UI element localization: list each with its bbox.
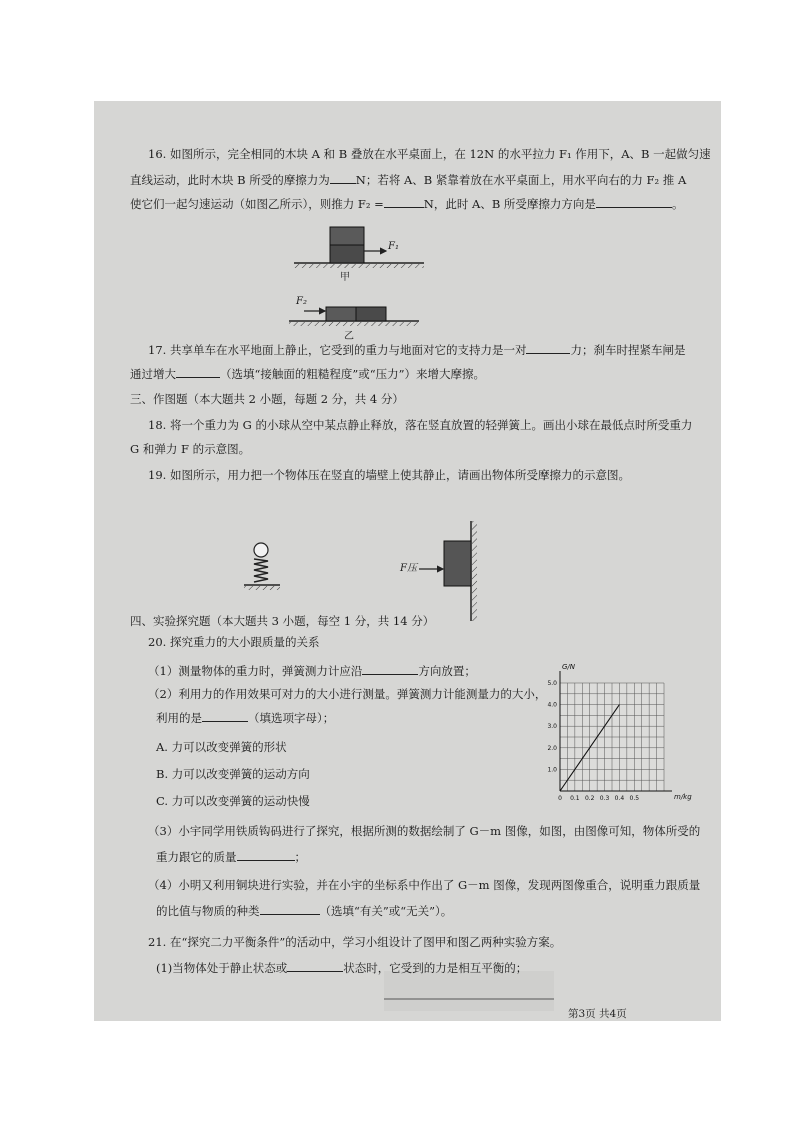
chart-y-axis-label: G/N (562, 663, 576, 671)
q20-p4c: （选填“有关”或“无关”）。 (319, 904, 453, 918)
q16-blank1 (330, 171, 356, 184)
q20-option-a: A. 力可以改变弹簧的形状 (156, 740, 287, 754)
q20-p4: （4）小明又利用铜块进行实验，并在小宇的坐标系中作出了 G－m 图像，发现两图像重合，说明重力跟质量 (148, 878, 701, 892)
chart-y-tick-label: 4.0 (547, 701, 557, 709)
q20-blank2 (202, 709, 248, 722)
section4-heading: 四、实验探究题（本大题共 3 小题，每空 1 分，共 14 分） (130, 614, 435, 628)
q17-l2a: 通过增大 (130, 367, 176, 381)
q21-p1b: 状态时，它受到的力是相互平衡的； (343, 961, 528, 975)
q20-p2b: 利用的是 (156, 711, 202, 725)
chart-y-tick-label: 2.0 (547, 744, 557, 752)
wall-block-figure (419, 521, 477, 621)
q20-title: 20. 探究重力的大小跟质量的关系 (148, 635, 320, 649)
q16-l3b: N，此时 A、B 所受摩擦力方向是 (423, 197, 596, 211)
q20-p3c: ； (294, 850, 306, 864)
block-a-side (326, 307, 356, 321)
chart-y-tick-label: 3.0 (547, 723, 557, 731)
q21-figure-area (384, 971, 554, 1011)
chart-x-tick-label: 0.3 (599, 795, 610, 802)
q20-p1a: （1）测量物体的重力时，弹簧测力计应沿 (148, 664, 363, 678)
q16-line2 (130, 171, 686, 188)
q21-p1a: (1)当物体处于静止状态或 (156, 961, 288, 975)
q21-p1 (156, 959, 527, 976)
q20-blank3 (237, 848, 295, 861)
q18-line2: G 和弹力 F 的示意图。 (130, 442, 251, 456)
chart-x-axis-label: m/kg (674, 793, 692, 801)
q17-blank1 (526, 341, 570, 354)
q16-line3: 使它们一起匀速运动（如图乙所示），则推力 F₂ = N，此时 A、B 所受摩擦力方向是 。 (130, 197, 684, 211)
chart-x-tick-label: 0.1 (570, 795, 580, 802)
g-m-chart (547, 663, 692, 802)
pressed-block (444, 541, 471, 586)
chart-x-tick-label: 0.2 (584, 795, 595, 802)
q20-p2: （2）利用力的作用效果可对力的大小进行测量。弹簧测力计能测量力的大小， (148, 687, 547, 701)
q16-l3a: 使它们一起匀速运动（如图乙所示），则推力 F₂ = (130, 197, 384, 211)
label-yi: 乙 (344, 331, 354, 342)
q21-title: 21. 在“探究二力平衡条件”的活动中，学习小组设计了图甲和图乙两种实验方案。 (148, 935, 562, 949)
q20-option-c: C. 力可以改变弹簧的运动快慢 (156, 794, 310, 808)
q17-l2b: （选填“接触面的粗糙程度”或“压力”）来增大摩擦。 (220, 367, 486, 381)
block-a (330, 227, 364, 245)
q19-line1: 19. 如图所示，用力把一个物体压在竖直的墙壁上使其静止，请画出物体所受摩擦力的示意图。 (148, 468, 630, 482)
q16-l2a: 直线运动，此时木块 B 所受的摩擦力为 (130, 173, 330, 187)
chart-y-tick-label: 5.0 (547, 680, 557, 687)
q20-p3b: 重力跟它的质量 (156, 850, 237, 864)
q21-blank1 (287, 959, 343, 972)
q20-p3: （3）小宇同学用铁质钩码进行了探究，根据所测的数据绘制了 G－m 图像，如图，由图像可知，物体所受的 (148, 824, 701, 838)
q16-blank3 (596, 195, 672, 208)
section3-heading: 三、作图题（本大题共 2 小题，每题 2 分，共 4 分） (130, 392, 404, 406)
q20-p2-line2 (156, 709, 334, 726)
q20-option-b: B. 力可以改变弹簧的运动方向 (156, 767, 310, 781)
q17-line2 (130, 365, 485, 382)
q16-l2b: N；若将 A、B 紧靠着放在水平桌面上，用水平向右的力 F₂ 推 A (355, 173, 687, 187)
q20-p1b: 方向放置； (418, 664, 476, 678)
q20-p4-line2 (156, 902, 452, 919)
q20-blank4 (260, 902, 320, 915)
spring (254, 559, 268, 582)
block-b (330, 245, 364, 263)
q20-p1 (148, 662, 476, 679)
chart-x-tick-label: 0.4 (614, 795, 625, 802)
label-jia: 甲 (340, 272, 350, 283)
q18-line1: 18. 将一个重力为 G 的小球从空中某点静止释放，落在竖直放置的轻弹簧上。画出小球在最低点时所受重力 (148, 418, 693, 432)
q20-p2c: （填选项字母）； (248, 711, 335, 725)
label-f-press: F压 (400, 563, 417, 574)
chart-x-tick-label: 0 (558, 795, 562, 802)
q17-blank2 (176, 365, 220, 378)
block-b-side (356, 307, 386, 321)
chart-x-tick-label: 0.5 (629, 795, 640, 802)
figure-yi (289, 307, 419, 326)
q16-line1: 16. 如图所示，完全相同的木块 A 和 B 叠放在水平桌面上，在 12N 的水平拉力 F₁ 作用下，A、B 一起做匀速 (148, 147, 711, 161)
label-f2: F₂ (296, 296, 307, 307)
spring-ball-figure (244, 543, 280, 590)
page-footer: 第3页 共4页 (568, 1008, 627, 1020)
q17-line1 (148, 341, 685, 358)
figure-jia (294, 227, 424, 268)
ball (254, 543, 268, 557)
q17-l1b: 力；刹车时捏紧车闸是 (570, 343, 686, 357)
label-f1: F₁ (388, 241, 399, 252)
q20-blank1 (362, 662, 418, 675)
q20-p3-line2 (156, 848, 306, 865)
exam-page (94, 101, 721, 1021)
q17-l1a: 17. 共享单车在水平地面上静止，它受到的重力与地面对它的支持力是一对 (148, 343, 527, 357)
chart-y-tick-label: 1.0 (547, 766, 557, 774)
q20-p4b: 的比值与物质的种类 (156, 904, 260, 918)
q16-blank2 (384, 195, 424, 208)
